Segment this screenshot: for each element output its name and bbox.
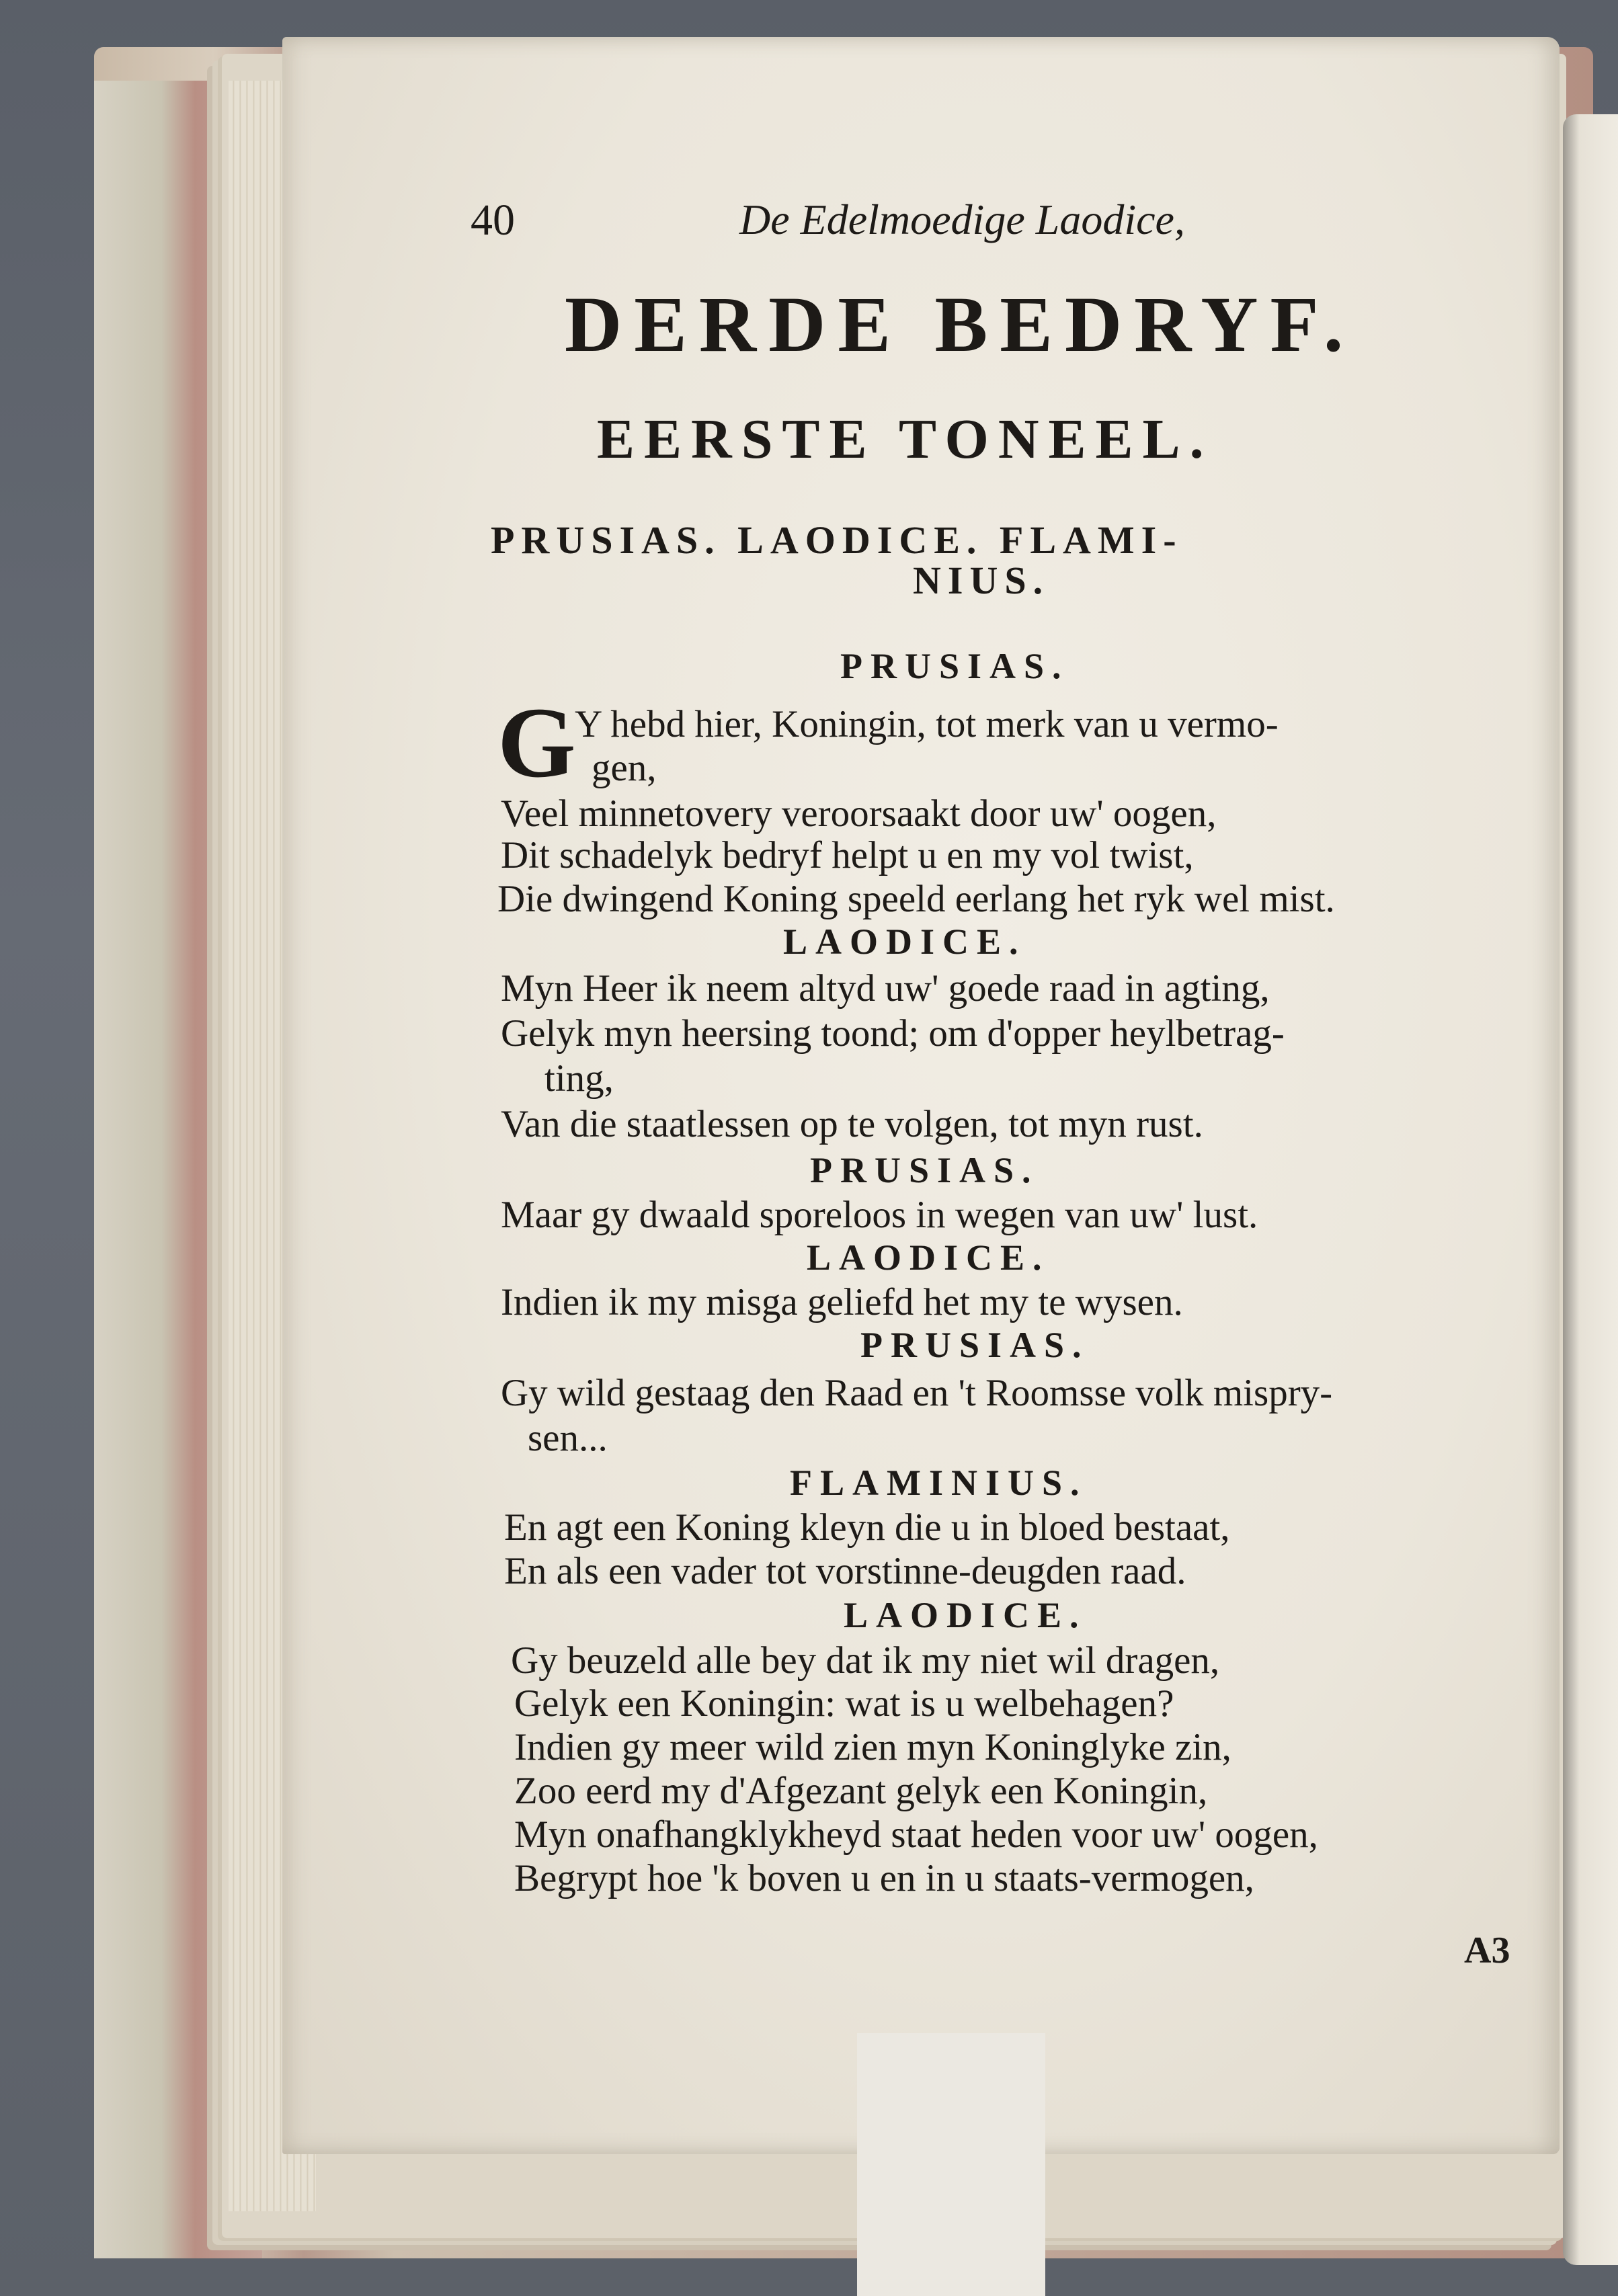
verse-line: Myn onafhangklykheyd staat heden voor uw' oogen, xyxy=(514,1813,1318,1856)
facing-page-edge xyxy=(1563,114,1618,2265)
redaction-patch xyxy=(857,2033,1045,2296)
verse-line: sen... xyxy=(528,1417,608,1459)
verse-line: Maar gy dwaald sporeloos in wegen van uw' lust. xyxy=(501,1194,1258,1236)
verse-line: Gy wild gestaag den Raad en 't Roomsse volk mispry- xyxy=(501,1372,1333,1414)
speaker-label: LAODICE. xyxy=(844,1595,1087,1635)
verse-line: En agt een Koning kleyn die u in bloed bestaat, xyxy=(504,1506,1230,1549)
page-number: 40 xyxy=(471,196,515,245)
speaker-label: LAODICE. xyxy=(783,921,1026,962)
speaker-label: FLAMINIUS. xyxy=(790,1463,1088,1503)
verse-line: Dit schadelyk bedryf helpt u en my vol twist, xyxy=(501,834,1194,876)
drop-cap: G xyxy=(497,687,576,798)
verse-line: Gelyk myn heersing toond; om d'opper heylbetrag- xyxy=(501,1012,1285,1055)
verse-line: Myn Heer ik neem altyd uw' goede raad in agting, xyxy=(501,967,1270,1010)
signature-mark: A3 xyxy=(1464,1930,1510,1971)
verse-line: Indien ik my misga geliefd het my te wysen. xyxy=(501,1281,1183,1323)
verse-line: Van die staatlessen op te volgen, tot myn rust. xyxy=(501,1103,1203,1145)
speaker-label: PRUSIAS. xyxy=(860,1325,1090,1365)
verse-line: Gelyk een Koningin: wat is u welbehagen? xyxy=(514,1682,1174,1725)
verse-line: Begrypt hoe 'k boven u en in u staats-vermogen, xyxy=(514,1857,1254,1899)
speaker-label: LAODICE. xyxy=(807,1237,1050,1278)
verse-line: Indien gy meer wild zien myn Koninglyke zin, xyxy=(514,1726,1231,1768)
dramatis-personae-line1: PRUSIAS. LAODICE. FLAMI- xyxy=(491,518,1183,562)
verse-line: Veel minnetovery veroorsaakt door uw' oogen, xyxy=(501,792,1217,835)
act-title: DERDE BEDRYF. xyxy=(565,280,1356,368)
running-title: De Edelmoedige Laodice, xyxy=(739,196,1185,243)
verse-line: Zoo eerd my d'Afgezant gelyk een Koningin, xyxy=(514,1770,1208,1812)
dramatis-personae-line2: NIUS. xyxy=(913,559,1050,602)
scene-title: EERSTE TONEEL. xyxy=(597,408,1213,470)
verse-line: Y hebd hier, Koningin, tot merk van u vermo- xyxy=(575,703,1279,745)
verse-line: gen, xyxy=(592,747,657,789)
verse-line: En als een vader tot vorstinne-deugden raad. xyxy=(504,1550,1186,1592)
verse-line: ting, xyxy=(544,1057,614,1100)
speaker-label: PRUSIAS. xyxy=(810,1150,1039,1190)
verse-line: Gy beuzeld alle bey dat ik my niet wil dragen, xyxy=(511,1639,1220,1682)
verse-line: Die dwingend Koning speeld eerlang het ryk wel mist. xyxy=(497,878,1335,920)
speaker-label: PRUSIAS. xyxy=(840,646,1069,686)
